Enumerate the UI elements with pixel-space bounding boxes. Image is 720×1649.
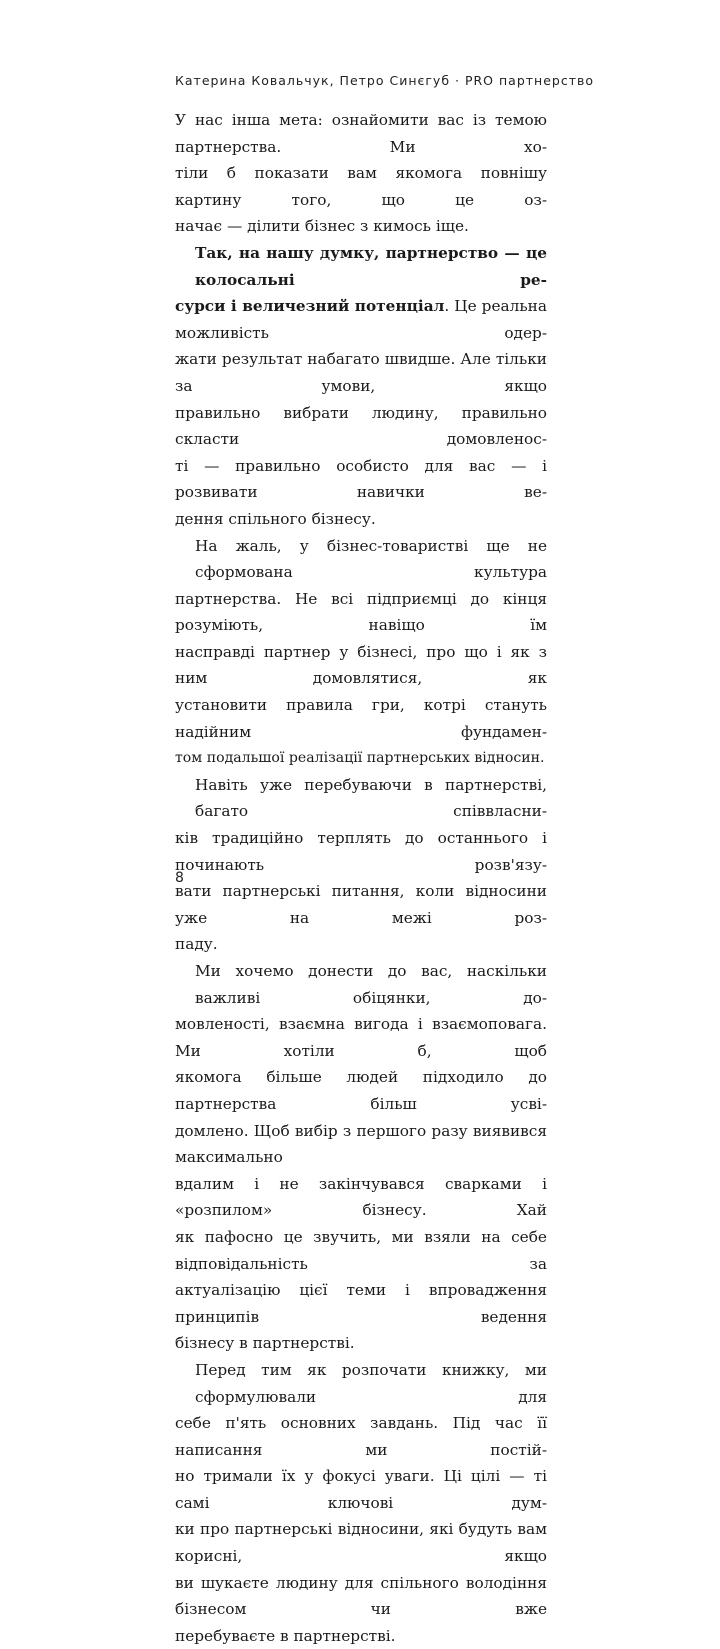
text-line: тіли б показати вам якомога повнішу картину того, що це оз- xyxy=(175,164,547,209)
bold-text: Так, на нашу думку, партнерство — це колосальні ре- xyxy=(195,243,547,289)
bold-text: сурси і величезний потенціал xyxy=(175,297,445,316)
text-line: партнерства. Не всі підприємці до кінця розуміють, навіщо їм xyxy=(175,589,547,635)
text-line: том подальшої реалізації партнерських відносин. xyxy=(175,750,545,767)
paragraph xyxy=(175,1357,547,1649)
paragraph xyxy=(175,958,547,1357)
text-line: ки про партнерські відносини, які будуть вам корисні, якщо xyxy=(175,1520,547,1566)
text-line: Ми хочемо донести до вас, наскільки важливі обіцянки, до- xyxy=(195,962,547,1007)
text-line: паду. xyxy=(175,935,218,954)
text-line: ті — правильно особисто для вас — і розвивати навички ве- xyxy=(175,456,547,502)
text-line: домлено. Щоб вибір з першого разу виявився максимально xyxy=(175,1121,547,1167)
text-line: У нас інша мета: ознайомити вас із темою партнерства. Ми хо- xyxy=(175,111,547,156)
text-line: себе п'ять основних завдань. Під час її написання ми постій- xyxy=(175,1414,547,1459)
text-line xyxy=(175,293,547,346)
paragraph xyxy=(175,240,547,533)
page-number: 8 xyxy=(175,870,184,886)
text-line: жати результат набагато швидше. Але тільки за умови, якщо xyxy=(175,350,547,395)
text-line: установити правила гри, котрі стануть надійним фундамен- xyxy=(175,696,547,741)
text-run: . Це реальна можливість одер- xyxy=(175,297,547,342)
text-line: но тримали їх у фокусі уваги. Ці цілі — ті самі ключові дум- xyxy=(175,1467,547,1512)
paragraph xyxy=(175,107,547,240)
text-line: якомога більше людей підходило до партнерства більш усві- xyxy=(175,1068,547,1113)
text-line: вдалим і не закінчувався сварками і «розпилом» бізнесу. Хай xyxy=(175,1174,547,1220)
paragraph xyxy=(175,772,547,958)
text-line: правильно вибрати людину, правильно скласти домовленос- xyxy=(175,403,547,449)
text-line: ків традиційно терплять до останнього і починають розв'язу- xyxy=(175,829,547,874)
text-line: як пафосно це звучить, ми взяли на себе відповідальність за xyxy=(175,1227,547,1273)
text-line: дення спільного бізнесу. xyxy=(175,509,376,528)
text-line: бізнесу в партнерстві. xyxy=(175,1334,355,1353)
text-line: Перед тим як розпочати книжку, ми сформулювали для xyxy=(195,1360,547,1406)
text-line: ви шукаєте людину для спільного володіння бізнесом чи вже xyxy=(175,1573,547,1619)
text-line: перебуваєте в партнерстві. xyxy=(175,1626,396,1645)
text-line: начає — ділити бізнес з кимось іще. xyxy=(175,217,469,236)
running-head: Катерина Ковальчук, Петро Синєгуб · PRO партнерство xyxy=(175,73,595,88)
text-line: Навіть уже перебуваючи в партнерстві, багато співвласни- xyxy=(195,775,547,821)
text-line: актуалізацію цієї теми і впровадження принципів ведення xyxy=(175,1281,547,1326)
text-line: На жаль, у бізнес-товаристві ще не сформована культура xyxy=(195,536,547,582)
text-line: мовленості, взаємна вигода і взаємоповага. Ми хотіли б, щоб xyxy=(175,1015,547,1060)
body-text xyxy=(175,107,547,1649)
paragraph xyxy=(175,533,547,772)
text-line: насправді партнер у бізнесі, про що і як з ним домовлятися, як xyxy=(175,642,547,688)
text-line xyxy=(175,240,547,293)
text-line: вати партнерські питання, коли відносини уже на межі роз- xyxy=(175,882,547,927)
